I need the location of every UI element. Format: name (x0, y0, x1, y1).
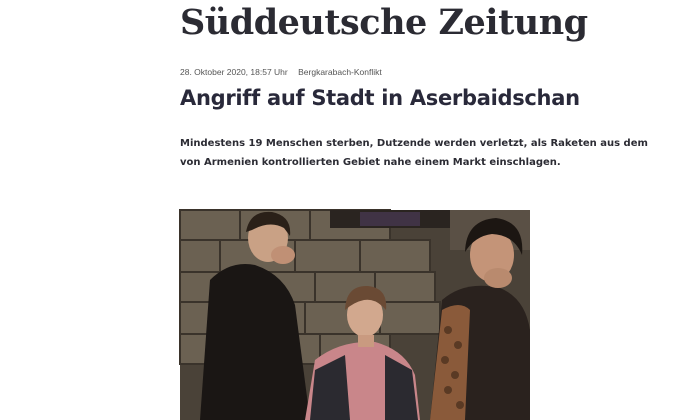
article-headline: Angriff auf Stadt in Aserbaidschan (180, 86, 580, 110)
article-date: 28. Oktober 2020, 18:57 Uhr (180, 67, 288, 77)
article-photo (180, 210, 530, 420)
article-column (180, 0, 648, 420)
article-meta (180, 66, 382, 78)
article-kicker[interactable]: Bergkarabach-Konflikt (298, 67, 382, 77)
masthead-logo[interactable]: Süddeutsche Zeitung (180, 2, 588, 43)
article-lead: Mindestens 19 Menschen sterben, Dutzende werden verletzt, als Raketen aus dem von Armenien kontrollierten Gebiet nahe einem Markt einschlagen. (180, 138, 648, 168)
